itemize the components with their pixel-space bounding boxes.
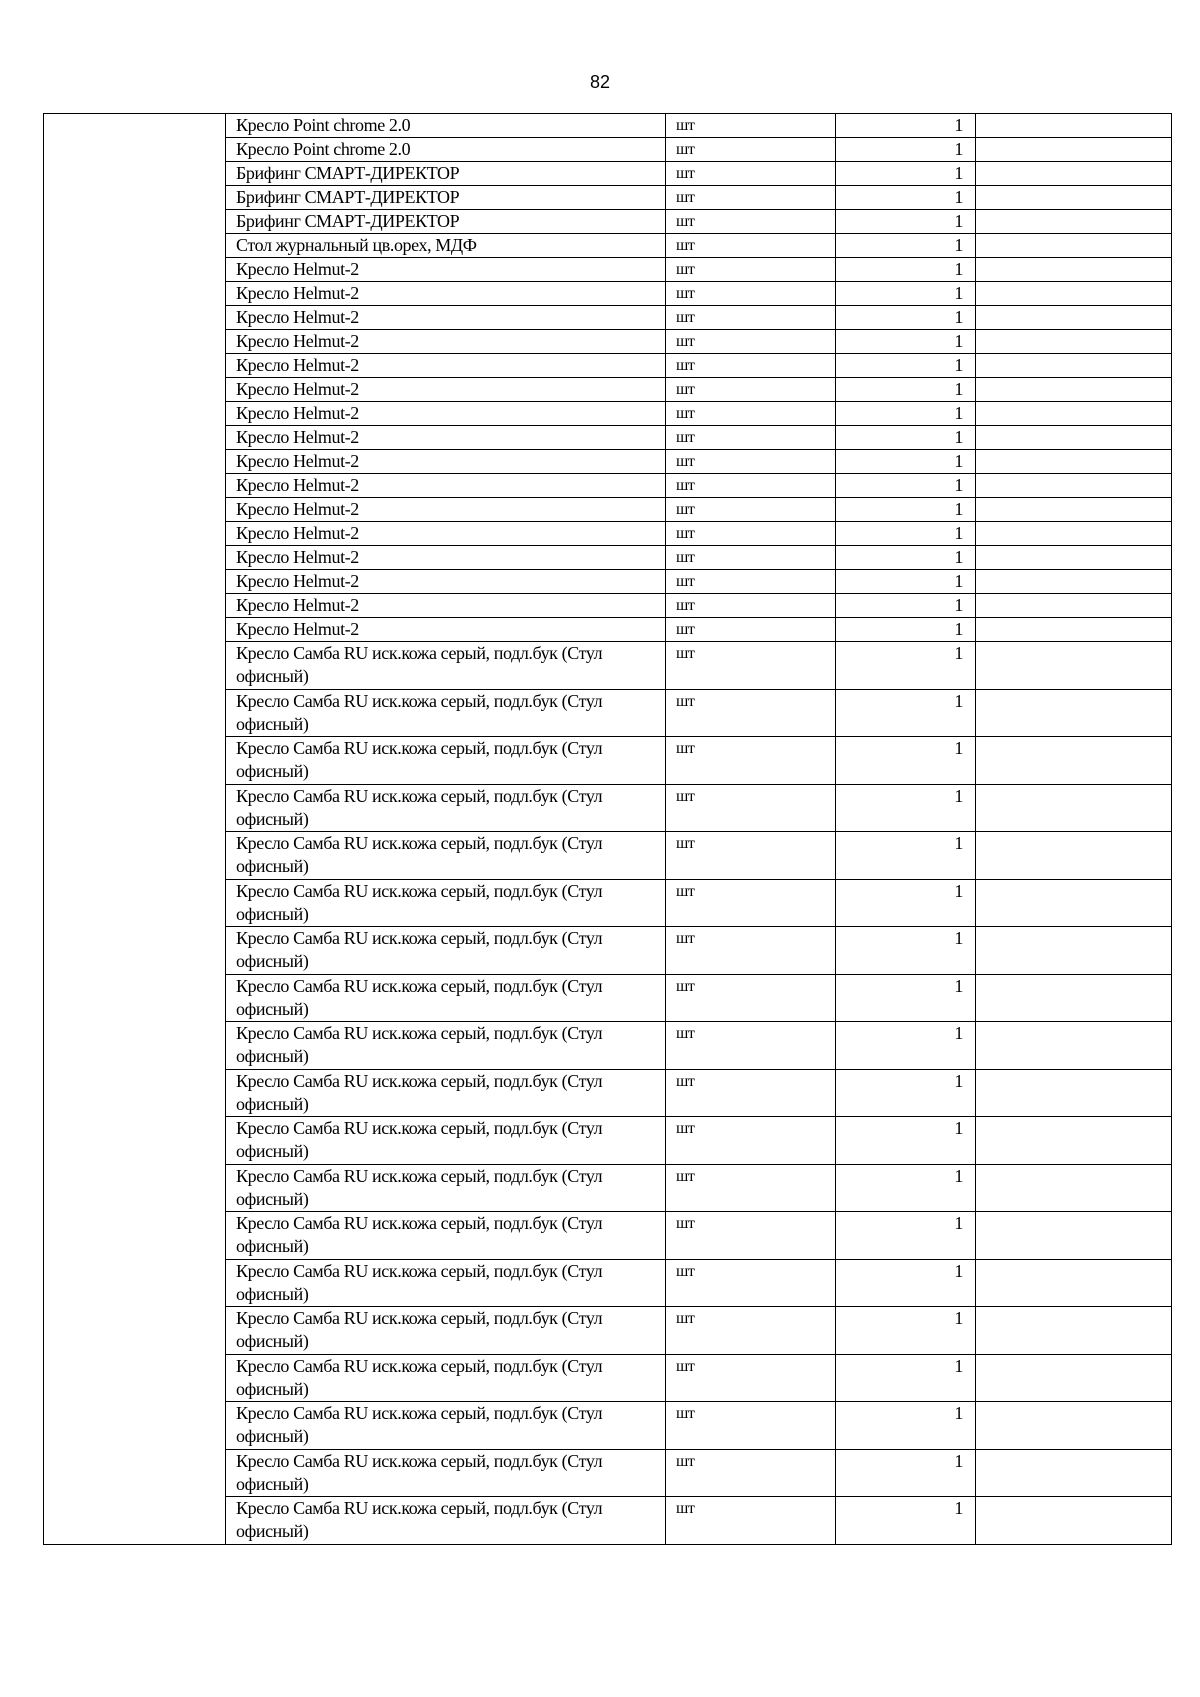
quantity-cell: 1 (836, 1212, 976, 1260)
unit-cell: шт (666, 1022, 836, 1070)
quantity-cell: 1 (836, 784, 976, 832)
quantity-cell: 1 (836, 330, 976, 354)
quantity-cell: 1 (836, 186, 976, 210)
unit-cell: шт (666, 1117, 836, 1165)
unit-cell: шт (666, 138, 836, 162)
unit-cell: шт (666, 737, 836, 785)
note-cell (976, 642, 1172, 690)
note-cell (976, 546, 1172, 570)
note-cell (976, 258, 1172, 282)
unit-cell: шт (666, 258, 836, 282)
quantity-cell: 1 (836, 689, 976, 737)
quantity-cell: 1 (836, 210, 976, 234)
item-name-cell: Кресло Helmut-2 (226, 402, 666, 426)
unit-cell: шт (666, 594, 836, 618)
quantity-cell: 1 (836, 1259, 976, 1307)
item-name-cell: Брифинг СМАРТ-ДИРЕКТОР (226, 186, 666, 210)
item-name-cell: Кресло Самба RU иск.кожа серый, подл.бук (Стул офисный) (226, 974, 666, 1022)
unit-cell: шт (666, 426, 836, 450)
note-cell (976, 330, 1172, 354)
note-cell (976, 114, 1172, 138)
unit-cell: шт (666, 974, 836, 1022)
group-cell (44, 114, 226, 1545)
note-cell (976, 1402, 1172, 1450)
item-name-cell: Кресло Helmut-2 (226, 330, 666, 354)
unit-cell: шт (666, 1307, 836, 1355)
unit-cell: шт (666, 210, 836, 234)
note-cell (976, 974, 1172, 1022)
quantity-cell: 1 (836, 927, 976, 975)
unit-cell: шт (666, 618, 836, 642)
item-name-cell: Кресло Helmut-2 (226, 354, 666, 378)
note-cell (976, 1497, 1172, 1545)
unit-cell: шт (666, 689, 836, 737)
item-name-cell: Кресло Самба RU иск.кожа серый, подл.бук (Стул офисный) (226, 1259, 666, 1307)
note-cell (976, 832, 1172, 880)
quantity-cell: 1 (836, 474, 976, 498)
inventory-table (43, 113, 1172, 1545)
unit-cell: шт (666, 282, 836, 306)
item-name-cell: Кресло Самба RU иск.кожа серый, подл.бук (Стул офисный) (226, 1022, 666, 1070)
quantity-cell: 1 (836, 1497, 976, 1545)
item-name-cell: Кресло Helmut-2 (226, 498, 666, 522)
quantity-cell: 1 (836, 282, 976, 306)
item-name-cell: Кресло Helmut-2 (226, 546, 666, 570)
item-name-cell: Кресло Самба RU иск.кожа серый, подл.бук (Стул офисный) (226, 879, 666, 927)
quantity-cell: 1 (836, 832, 976, 880)
quantity-cell: 1 (836, 737, 976, 785)
note-cell (976, 618, 1172, 642)
unit-cell: шт (666, 1402, 836, 1450)
quantity-cell: 1 (836, 450, 976, 474)
quantity-cell: 1 (836, 1022, 976, 1070)
note-cell (976, 1117, 1172, 1165)
note-cell (976, 282, 1172, 306)
item-name-cell: Кресло Самба RU иск.кожа серый, подл.бук (Стул офисный) (226, 1212, 666, 1260)
inventory-table-body (44, 114, 1172, 1545)
quantity-cell: 1 (836, 1307, 976, 1355)
item-name-cell: Кресло Самба RU иск.кожа серый, подл.бук (Стул офисный) (226, 927, 666, 975)
item-name-cell: Кресло Самба RU иск.кожа серый, подл.бук (Стул офисный) (226, 1307, 666, 1355)
unit-cell: шт (666, 1212, 836, 1260)
quantity-cell: 1 (836, 642, 976, 690)
note-cell (976, 879, 1172, 927)
unit-cell: шт (666, 186, 836, 210)
note-cell (976, 1354, 1172, 1402)
item-name-cell: Кресло Helmut-2 (226, 306, 666, 330)
item-name-cell: Кресло Helmut-2 (226, 570, 666, 594)
note-cell (976, 737, 1172, 785)
unit-cell: шт (666, 1497, 836, 1545)
quantity-cell: 1 (836, 498, 976, 522)
quantity-cell: 1 (836, 1164, 976, 1212)
item-name-cell: Кресло Helmut-2 (226, 618, 666, 642)
item-name-cell: Кресло Самба RU иск.кожа серый, подл.бук (Стул офисный) (226, 832, 666, 880)
quantity-cell: 1 (836, 1354, 976, 1402)
note-cell (976, 927, 1172, 975)
unit-cell: шт (666, 402, 836, 426)
unit-cell: шт (666, 927, 836, 975)
quantity-cell: 1 (836, 618, 976, 642)
item-name-cell: Кресло Самба RU иск.кожа серый, подл.бук (Стул офисный) (226, 737, 666, 785)
note-cell (976, 594, 1172, 618)
item-name-cell: Кресло Helmut-2 (226, 522, 666, 546)
unit-cell: шт (666, 234, 836, 258)
item-name-cell: Стол журнальный цв.орех, МДФ (226, 234, 666, 258)
quantity-cell: 1 (836, 306, 976, 330)
unit-cell: шт (666, 330, 836, 354)
unit-cell: шт (666, 546, 836, 570)
note-cell (976, 1307, 1172, 1355)
note-cell (976, 162, 1172, 186)
note-cell (976, 570, 1172, 594)
item-name-cell: Кресло Самба RU иск.кожа серый, подл.бук (Стул офисный) (226, 642, 666, 690)
quantity-cell: 1 (836, 258, 976, 282)
note-cell (976, 784, 1172, 832)
note-cell (976, 1212, 1172, 1260)
item-name-cell: Брифинг СМАРТ-ДИРЕКТОР (226, 162, 666, 186)
unit-cell: шт (666, 832, 836, 880)
unit-cell: шт (666, 784, 836, 832)
quantity-cell: 1 (836, 1069, 976, 1117)
note-cell (976, 1449, 1172, 1497)
item-name-cell: Кресло Helmut-2 (226, 450, 666, 474)
item-name-cell: Кресло Самба RU иск.кожа серый, подл.бук (Стул офисный) (226, 689, 666, 737)
quantity-cell: 1 (836, 354, 976, 378)
quantity-cell: 1 (836, 138, 976, 162)
unit-cell: шт (666, 879, 836, 927)
item-name-cell: Кресло Helmut-2 (226, 426, 666, 450)
note-cell (976, 1164, 1172, 1212)
item-name-cell: Кресло Helmut-2 (226, 378, 666, 402)
note-cell (976, 1069, 1172, 1117)
note-cell (976, 450, 1172, 474)
note-cell (976, 1022, 1172, 1070)
quantity-cell: 1 (836, 114, 976, 138)
quantity-cell: 1 (836, 1117, 976, 1165)
unit-cell: шт (666, 1449, 836, 1497)
item-name-cell: Кресло Самба RU иск.кожа серый, подл.бук (Стул офисный) (226, 1402, 666, 1450)
quantity-cell: 1 (836, 974, 976, 1022)
item-name-cell: Кресло Самба RU иск.кожа серый, подл.бук (Стул офисный) (226, 1069, 666, 1117)
item-name-cell: Кресло Point chrome 2.0 (226, 138, 666, 162)
unit-cell: шт (666, 642, 836, 690)
unit-cell: шт (666, 522, 836, 546)
note-cell (976, 378, 1172, 402)
note-cell (976, 522, 1172, 546)
unit-cell: шт (666, 1259, 836, 1307)
note-cell (976, 426, 1172, 450)
quantity-cell: 1 (836, 378, 976, 402)
quantity-cell: 1 (836, 879, 976, 927)
item-name-cell: Брифинг СМАРТ-ДИРЕКТОР (226, 210, 666, 234)
note-cell (976, 210, 1172, 234)
item-name-cell: Кресло Самба RU иск.кожа серый, подл.бук (Стул офисный) (226, 1497, 666, 1545)
item-name-cell: Кресло Самба RU иск.кожа серый, подл.бук (Стул офисный) (226, 784, 666, 832)
item-name-cell: Кресло Самба RU иск.кожа серый, подл.бук (Стул офисный) (226, 1117, 666, 1165)
unit-cell: шт (666, 354, 836, 378)
quantity-cell: 1 (836, 570, 976, 594)
unit-cell: шт (666, 114, 836, 138)
note-cell (976, 1259, 1172, 1307)
quantity-cell: 1 (836, 234, 976, 258)
note-cell (976, 402, 1172, 426)
unit-cell: шт (666, 1069, 836, 1117)
unit-cell: шт (666, 1354, 836, 1402)
quantity-cell: 1 (836, 546, 976, 570)
note-cell (976, 186, 1172, 210)
unit-cell: шт (666, 1164, 836, 1212)
quantity-cell: 1 (836, 402, 976, 426)
table-row (44, 114, 1172, 138)
item-name-cell: Кресло Helmut-2 (226, 594, 666, 618)
note-cell (976, 354, 1172, 378)
note-cell (976, 474, 1172, 498)
note-cell (976, 138, 1172, 162)
note-cell (976, 234, 1172, 258)
unit-cell: шт (666, 498, 836, 522)
quantity-cell: 1 (836, 162, 976, 186)
unit-cell: шт (666, 570, 836, 594)
item-name-cell: Кресло Helmut-2 (226, 474, 666, 498)
quantity-cell: 1 (836, 1402, 976, 1450)
quantity-cell: 1 (836, 522, 976, 546)
quantity-cell: 1 (836, 426, 976, 450)
item-name-cell: Кресло Самба RU иск.кожа серый, подл.бук (Стул офисный) (226, 1164, 666, 1212)
quantity-cell: 1 (836, 594, 976, 618)
note-cell (976, 498, 1172, 522)
unit-cell: шт (666, 306, 836, 330)
page-number: 82 (589, 72, 611, 92)
note-cell (976, 306, 1172, 330)
unit-cell: шт (666, 162, 836, 186)
item-name-cell: Кресло Helmut-2 (226, 282, 666, 306)
unit-cell: шт (666, 474, 836, 498)
item-name-cell: Кресло Point chrome 2.0 (226, 114, 666, 138)
item-name-cell: Кресло Самба RU иск.кожа серый, подл.бук (Стул офисный) (226, 1354, 666, 1402)
quantity-cell: 1 (836, 1449, 976, 1497)
unit-cell: шт (666, 378, 836, 402)
note-cell (976, 689, 1172, 737)
item-name-cell: Кресло Helmut-2 (226, 258, 666, 282)
unit-cell: шт (666, 450, 836, 474)
item-name-cell: Кресло Самба RU иск.кожа серый, подл.бук (Стул офисный) (226, 1449, 666, 1497)
